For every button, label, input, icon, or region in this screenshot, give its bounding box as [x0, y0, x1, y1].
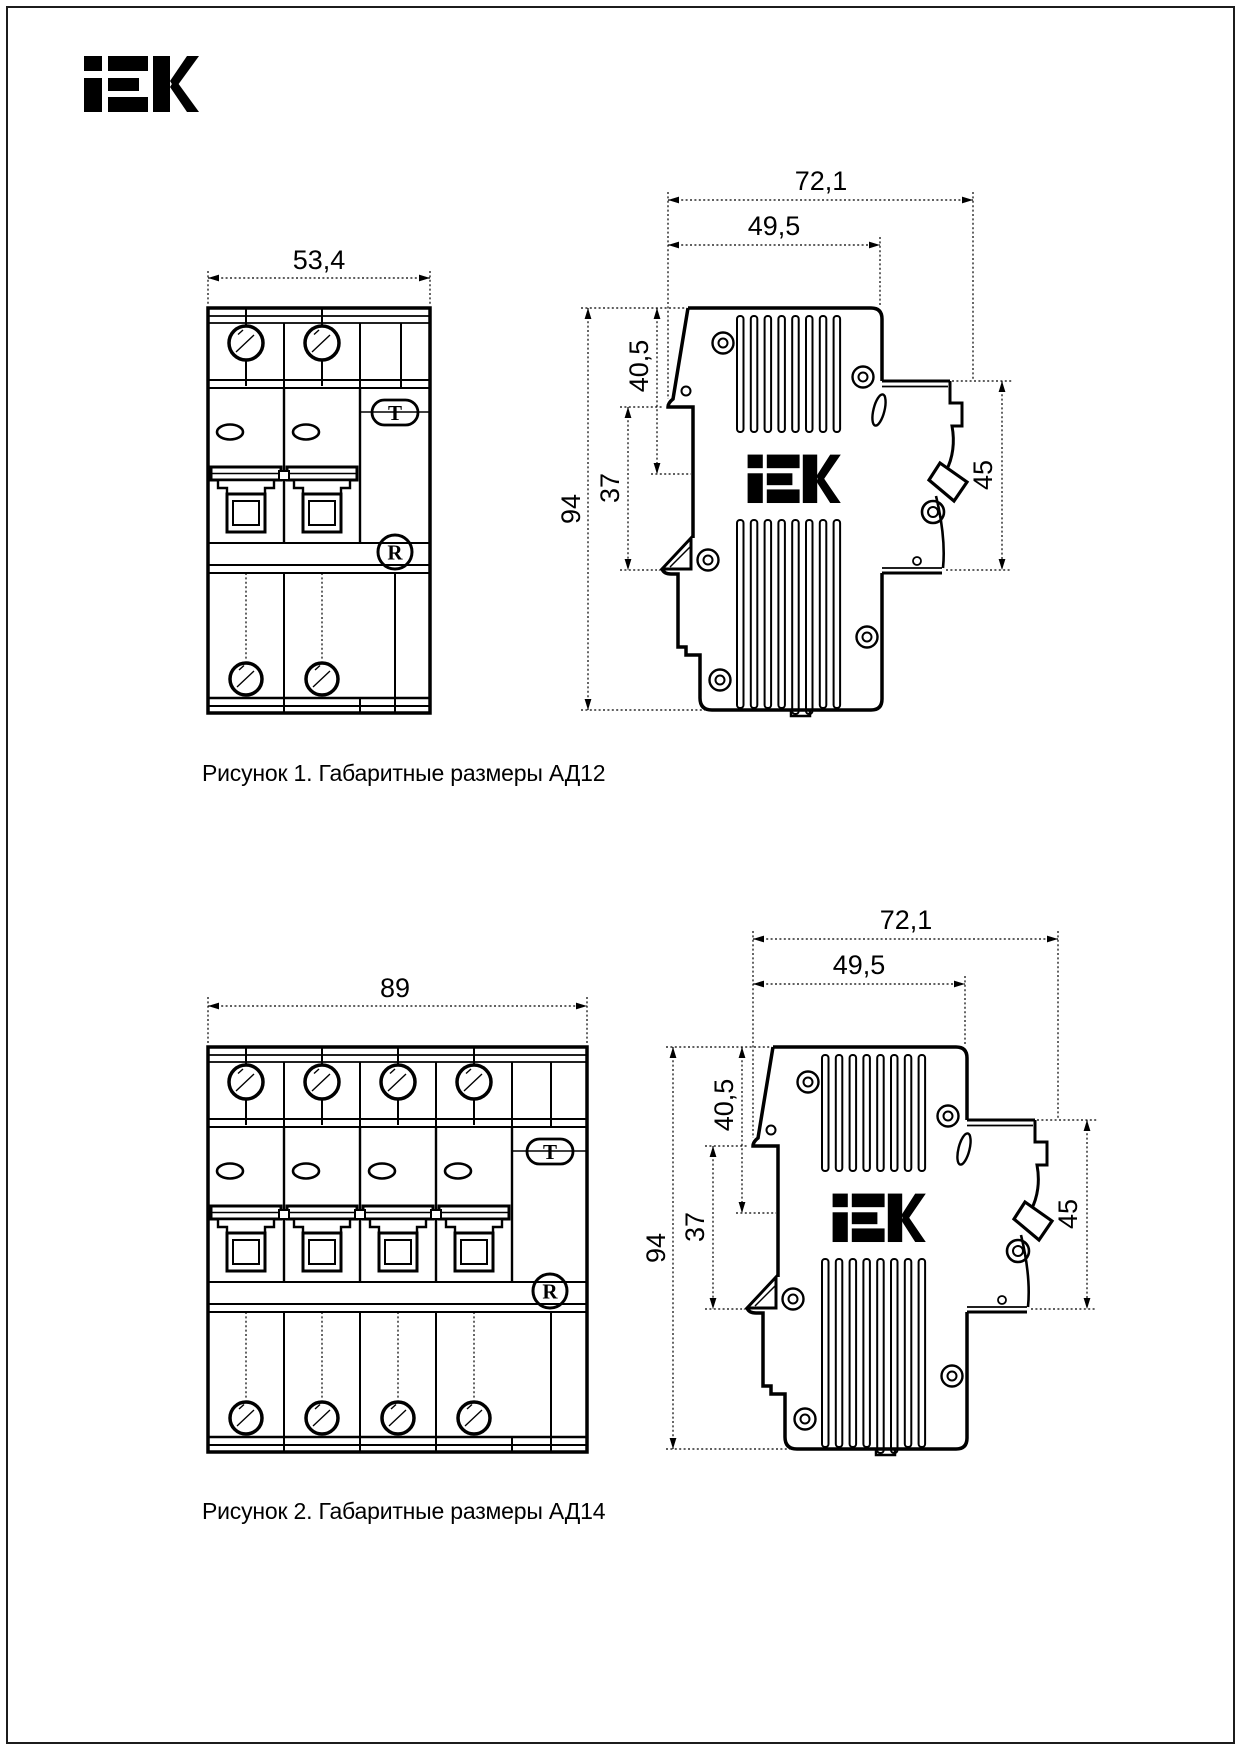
test-button-label: T — [387, 401, 403, 425]
figure2-caption: Рисунок 2. Габаритные размеры АД14 — [202, 1498, 606, 1524]
figure1-side-view — [505, 166, 1045, 745]
dim-label-handle-zone: 45 — [968, 459, 998, 491]
test-button-label: T — [542, 1140, 558, 1164]
dim-label-body-depth: 49,5 — [832, 950, 886, 980]
dim-label-din-recess: 37 — [595, 472, 625, 504]
dim-label-width: 53,4 — [292, 245, 346, 275]
figure1-caption: Рисунок 1. Габаритные размеры АД12 — [202, 760, 606, 786]
dim-label-body-depth: 49,5 — [747, 211, 801, 241]
figure2-front-body — [208, 1047, 587, 1452]
reset-button-label: R — [542, 1279, 558, 1304]
reset-button — [533, 1274, 567, 1308]
figure1-front-dimension — [208, 245, 430, 304]
dim-label-upper-offset: 40,5 — [709, 1078, 739, 1132]
dim-label-upper-offset: 40,5 — [624, 339, 654, 393]
dim-label-overall-depth: 72,1 — [879, 905, 933, 935]
reset-button — [378, 535, 412, 569]
figure1-front-body — [208, 308, 430, 713]
figure2-front-dimension — [208, 973, 587, 1043]
iek-logo — [84, 56, 200, 112]
dim-label-din-recess: 37 — [680, 1211, 710, 1243]
dim-label-width: 89 — [379, 973, 411, 1003]
dim-label-overall-depth: 72,1 — [794, 166, 848, 196]
dim-label-height: 94 — [556, 493, 586, 525]
dim-label-handle-zone: 45 — [1053, 1198, 1083, 1230]
figure2-front-view — [195, 945, 595, 1475]
figure1-front-view — [195, 245, 445, 730]
dim-label-height: 94 — [641, 1232, 671, 1264]
reset-button-label: R — [387, 540, 403, 565]
figure2-side-view — [590, 905, 1130, 1484]
